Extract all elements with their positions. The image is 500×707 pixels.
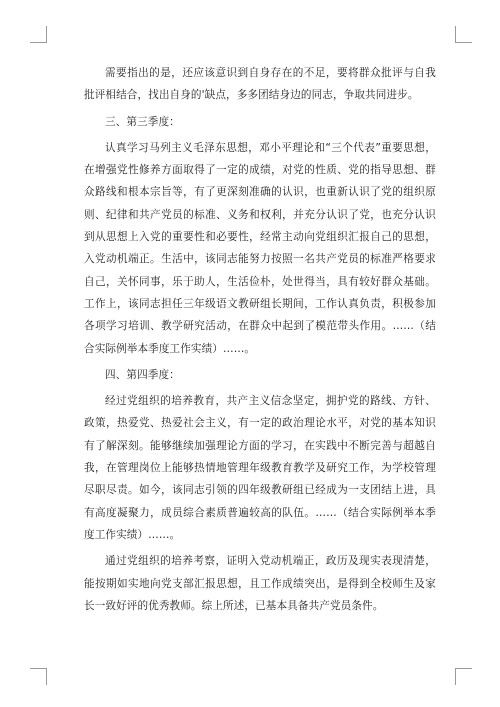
- section-heading-q4: 四、第四季度：: [105, 368, 180, 381]
- page-corner-mark-bottom-right: [455, 668, 472, 685]
- page-corner-mark-top-left: [30, 26, 47, 43]
- paragraph-q4-summary: 经过党组织的培养教育，共产主义信念坚定，拥护党的路线、方针、政策，热爱党、热爱社会主义，有一定的政治理论水平，对党的基本知识有了解深刻。能够继续加强理论方面的学习，在实践中不断完善与超越自我，在管理岗位上能够热情地管理年级教育教学及研究工作，为学校管理尽职尽责。如今，该同志引领的四年级教研组已经成为一支团结上进，具有高度凝聚力，成员综合素质普遍较高的队伍。……（结合实际例举本季度工作实绩）……。: [84, 395, 436, 541]
- page-corner-mark-bottom-left: [30, 668, 47, 685]
- section-heading-q3: 三、第三季度：: [105, 115, 180, 128]
- paragraph-conclusion: 通过党组织的培养考察，证明入党动机端正，政历及现实表现清楚，能按期如实地向党支部汇报思想，且工作成绩突出，是得到全校师生及家长一致好评的优秀教师。综上所述，已基本具备共产党员条件。: [84, 555, 436, 612]
- paragraph-self-criticism: 需要指出的是，还应该意识到自身存在的不足，要将群众批评与自我批评相结合，找出自身的'缺点，多多团结身边的同志，争取共同进步。: [84, 67, 436, 102]
- document-body: [84, 62, 436, 617]
- paragraph-q3-summary: 认真学习马列主义毛泽东思想，邓小平理论和“三个代表”重要思想，在增强党性修养方面取得了一定的成绩，对党的性质、党的指导思想、群众路线和根本宗旨等，有了更深刻准确的认识，也重新认识了党的组织原则、纪律和共产党员的标准、义务和权利，并充分认识了党，也充分认识到从思想上入党的重要性和必要性，经常主动向党组织汇报自己的思想，入党动机端正。生活中，该同志能努力按照一名共产党员的标准严格要求自己，关怀同事，乐于助人，生活俭朴，处世得当，具有较好群众基础。工作上，该同志担任三年级语文教研组长期间，工作认真负责，积极参加各项学习培训、教学研究活动，在群众中起到了模范带头作用。……（结合实际例举本季度工作实绩）……。: [84, 141, 436, 355]
- page-corner-mark-top-right: [455, 26, 472, 43]
